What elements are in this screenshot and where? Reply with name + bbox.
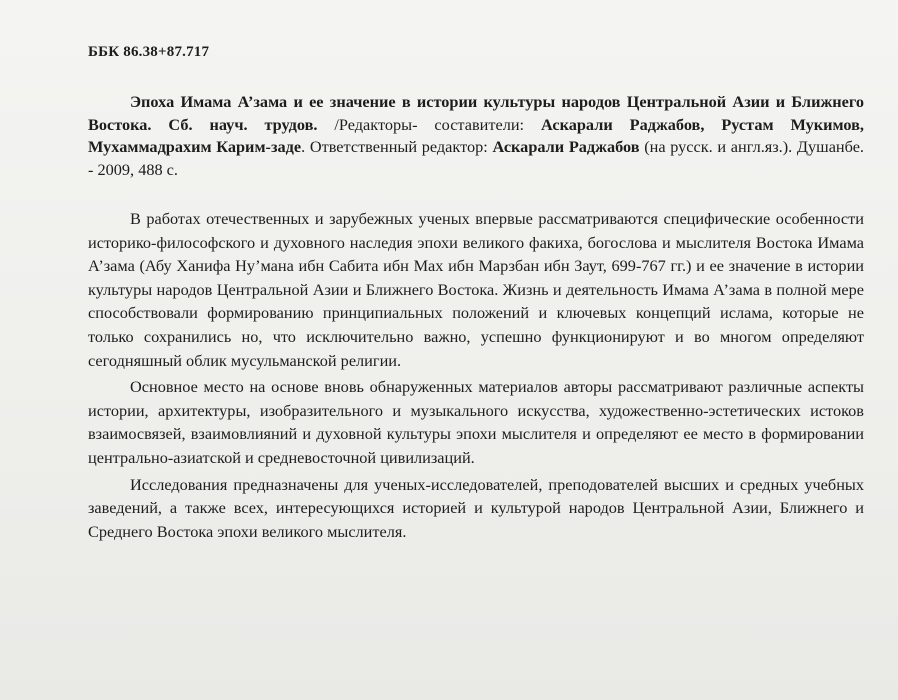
abstract-paragraph-2: Основное место на основе вновь обнаруженных материалов авторы рассматривают различные аспекты истории, архитектуры, изобразительного и музыкального искусства, художественно-эстетических истоков взаимосвязей, взаимовлияний и духовной культуры эпохи мыслителя и определяют ее место в формировании центрально-азиатской и средневосточной цивилизаций. (88, 377, 864, 467)
abstract-paragraph-3: Исследования предназначены для ученых-исследователей, преподователей высших и средных учебных заведений, а также всех, интересующихся историей и культурой народов Центральной Азии, Ближнего и Среднего Востока эпохи великого мыслителя. (88, 474, 864, 541)
bbk-code: ББК 86.38+87.717 (88, 44, 210, 60)
editors-label: /Редакторы- составители: (317, 114, 541, 134)
responsible-editor-name: Аскарали Раджабов (492, 137, 640, 156)
responsible-editor-label: . Ответственный редактор: (301, 137, 493, 156)
bibliographic-entry (88, 91, 864, 181)
publication-info: (на русск. и англ.яз.). Душанбе. - 2009, 488 с. (88, 137, 864, 179)
editors-names: Аскарали Раджабов, Рустам Мукимов, Мухаммадрахим Карим-заде (88, 114, 865, 156)
abstract-paragraph-1: В работах отечественных и зарубежных ученых впервые рассматриваются специфические особенности историко-философского и духовного наследия эпохи великого факиха, богослова и мыслителя Востока Имама А’зама (Абу Ханифа Ну’мана ибн Сабита ибн Мах ибн Марзбан ибн Заут, 699-767 гг.) и ее значение в истории культуры народов Центральной Азии и Ближнего Востока. Жизнь и деятельность Имама А’зама в полной мере способствовали формированию принципиальных положений и ключевых концепций ислама, которые не только сохранились но, что исключительно важно, успешно функционируют и во многом определяют сегодняшный облик мусульманской религии. (88, 209, 864, 370)
book-title: Эпоха Имама А’зама и ее значение в истории культуры народов Центральной Азии и Ближнего Востока. Сб. науч. трудов. (88, 92, 864, 134)
abstract (88, 207, 864, 543)
